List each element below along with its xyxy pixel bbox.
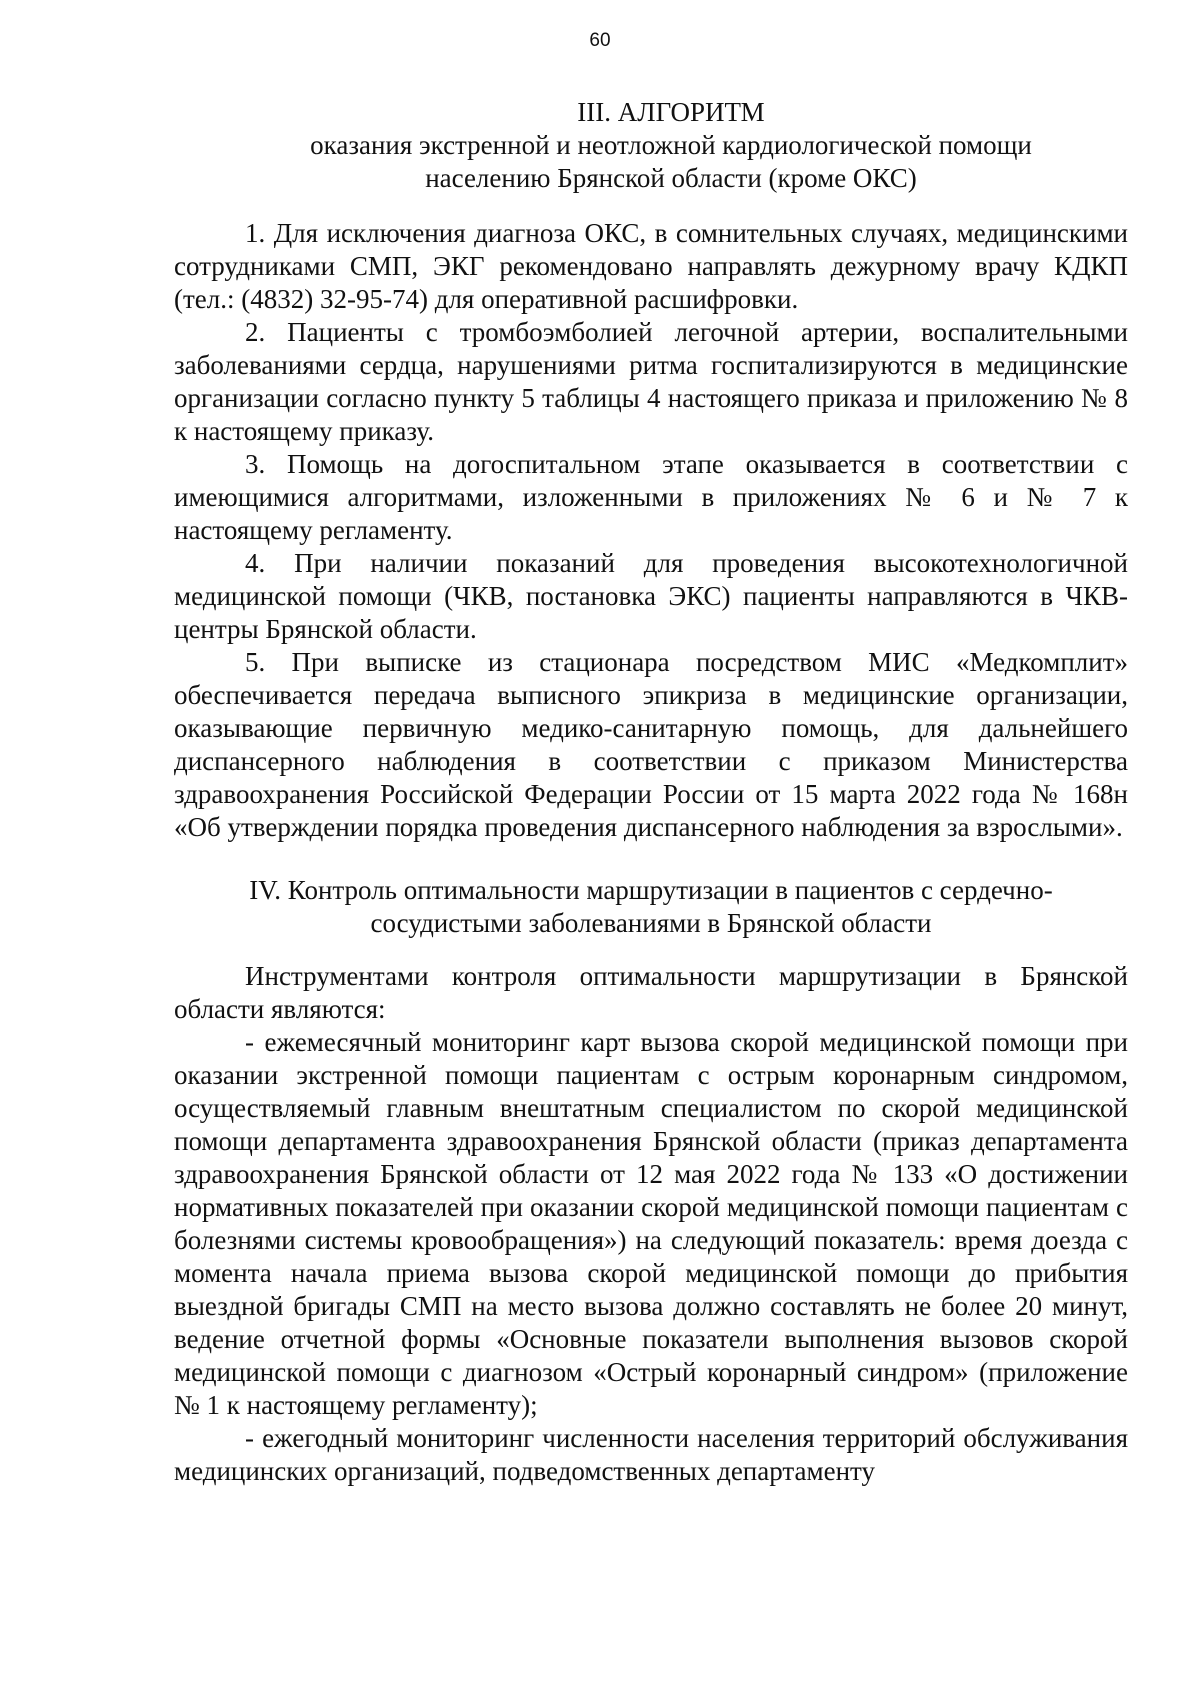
section-4-paragraph-1: Инструментами контроля оптимальности маршрутизации в Брянской области являются: [174,961,1128,1024]
section-3-title: III. АЛГОРИТМ [577,97,765,127]
section-3-paragraph-1: 1. Для исключения диагноза ОКС, в сомнительных случаях, медицинскими сотрудниками СМП, ЭКГ рекомендовано направлять дежурному врачу КДКП (тел.: (4832) 32-95-74) для оперативной расшифровки. [174,218,1128,314]
section-3-paragraph-4: 4. При наличии показаний для проведения высокотехнологичной медицинской помощи (ЧКВ, постановка ЭКС) пациенты направляются в ЧКВ-центры Брянской области. [174,548,1128,644]
section-3-paragraph-3: 3. Помощь на догоспитальном этапе оказывается в соответствии с имеющимися алгоритмами, изложенными в приложениях № 6 и № 7 к настоящему регламенту. [174,449,1128,545]
section-4-heading [174,874,1128,940]
section-4-title-line-2: сосудистыми заболеваниями в Брянской области [370,908,932,938]
section-3-heading [174,96,1128,195]
section-4-title-line-1: IV. Контроль оптимальности маршрутизации в пациентов с сердечно- [249,875,1053,905]
document-body [174,96,1128,1488]
page-number: 60 [589,30,611,51]
section-4-paragraph-2: - ежемесячный мониторинг карт вызова скорой медицинской помощи при оказании экстренной помощи пациентам с острым коронарным синдромом, осуществляемый главным внештатным специалистом по скорой медицинской помощи департамента здравоохранения Брянской области (приказ департамента здравоохранения Брянской области от 12 мая 2022 года № 133 «О достижении нормативных показателей при оказании скорой медицинской помощи пациентам с болезнями системы кровообращения») на следующий показатель: время доезда с момента начала приема вызова скорой медицинской помощи до прибытия выездной бригады СМП на место вызова должно составлять не более 20 минут, ведение отчетной формы «Основные показатели выполнения вызовов скорой медицинской помощи с диагнозом «Острый коронарный синдром» (приложение № 1 к настоящему регламенту); [174,1027,1128,1420]
section-3-subtitle-line-1: оказания экстренной и неотложной кардиологической помощи [310,130,1032,160]
section-3-paragraph-2: 2. Пациенты с тромбоэмболией легочной артерии, воспалительными заболеваниями сердца, нарушениями ритма госпитализируются в медицинские организации согласно пункту 5 таблицы 4 настоящего приказа и приложению № 8 к настоящему приказу. [174,317,1128,446]
section-3-paragraph-5: 5. При выписке из стационара посредством МИС «Медкомплит» обеспечивается передача выписного эпикриза в медицинские организации, оказывающие первичную медико-санитарную помощь, для дальнейшего диспансерного наблюдения в соответствии с приказом Министерства здравоохранения Российской Федерации России от 15 марта 2022 года № 168н «Об утверждении порядка проведения диспансерного наблюдения за взрослыми». [174,647,1128,842]
section-4-paragraph-3: - ежегодный мониторинг численности населения территорий обслуживания медицинских организаций, подведомственных департаменту [174,1423,1128,1486]
section-3-subtitle-line-2: населению Брянской области (кроме ОКС) [425,163,917,193]
